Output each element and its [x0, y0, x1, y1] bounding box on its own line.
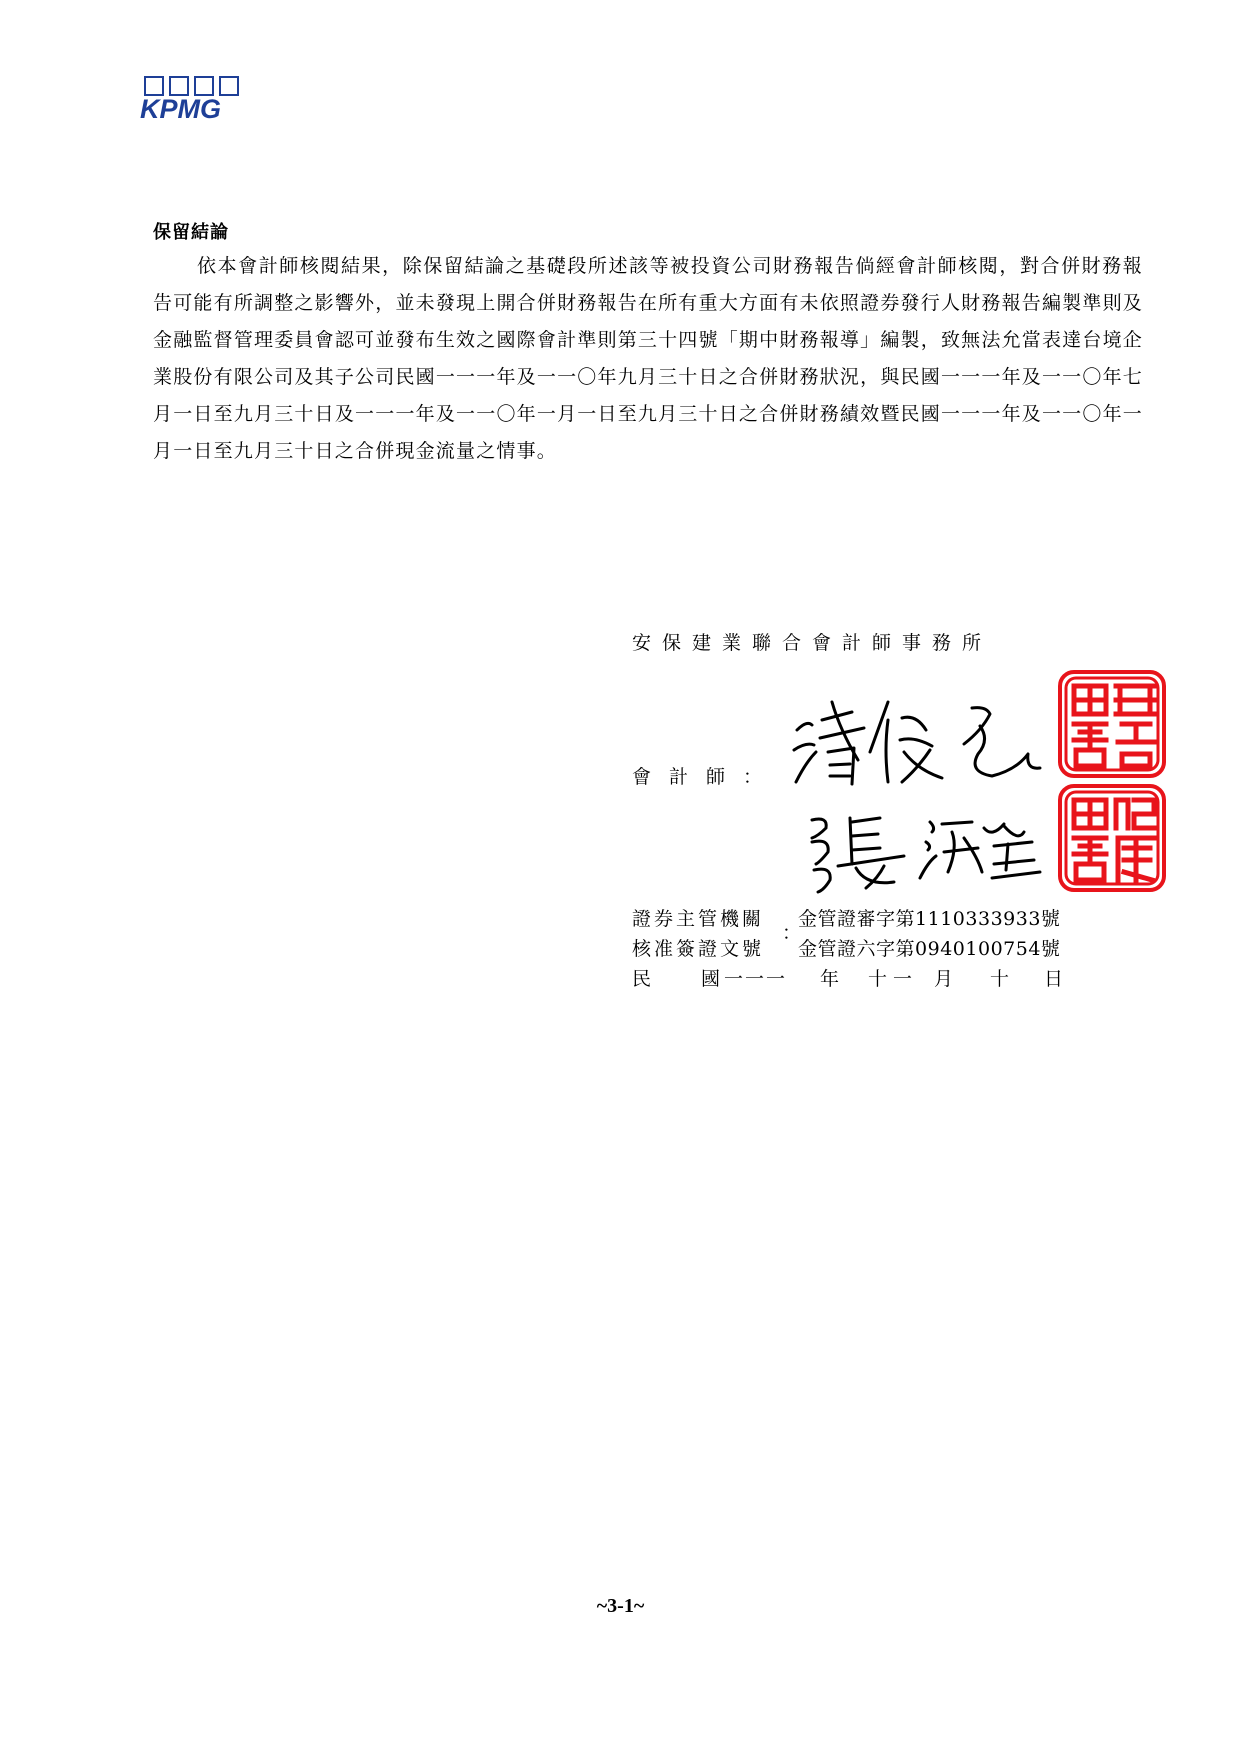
- approval-row-authority: [632, 904, 1060, 934]
- date-year-unit: 年: [820, 968, 840, 990]
- date-year: 一一一: [724, 968, 788, 990]
- kpmg-logo: [140, 76, 248, 126]
- signature-2: [808, 808, 1058, 898]
- approval-label: 證券主管機關: [632, 908, 765, 930]
- date-era: 民 國: [632, 968, 743, 990]
- date-day-unit: 日: [1044, 968, 1064, 990]
- approval-label: 核准簽證文號: [632, 938, 765, 960]
- firm-name: 安保建業聯合會計師事務所: [632, 632, 993, 654]
- date-day: 十: [990, 968, 1010, 990]
- cpa-label: 會計師：: [632, 766, 781, 788]
- approval-value: 金管證審字第1110333933號: [798, 908, 1061, 930]
- approval-block: [632, 904, 1060, 964]
- section-heading: 保留結論: [153, 222, 229, 243]
- approval-value: 金管證六字第0940100754號: [798, 938, 1061, 960]
- qualified-conclusion-paragraph: 依本會計師核閱結果，除保留結論之基礎段所述該等被投資公司財務報告倘經會計師核閱，對合併財務報告可能有所調整之影響外，並未發現上開合併財務報告在所有重大方面有未依照證券發行人財務報告編製準則及金融監督管理委員會認可並發布生效之國際會計準則第三十四號「期中財務報導」編製，致無法允當表達台境企業股份有限公司及其子公司民國一一一年及一一〇年九月三十日之合併財務狀況，與民國一一一年及一一〇年七月一日至九月三十日及一一一年及一一〇年一月一日至九月三十日之合併財務績效暨民國一一一年及一一〇年一月一日至九月三十日之合併現金流量之情事。: [153, 255, 1143, 462]
- date-month-unit: 月: [934, 968, 954, 990]
- date-month: 十一: [868, 968, 919, 990]
- kpmg-logo-wordmark: KPMG: [140, 94, 221, 124]
- signature-1: [792, 690, 1052, 790]
- page-number: ~3-1~: [596, 1595, 645, 1617]
- approval-row-number: [632, 934, 1060, 964]
- cpa-seal-1: [1058, 670, 1166, 778]
- cpa-seal-2: [1058, 784, 1166, 892]
- approval-colon: ：: [782, 922, 802, 944]
- kpmg-logo-boxes: [144, 76, 239, 96]
